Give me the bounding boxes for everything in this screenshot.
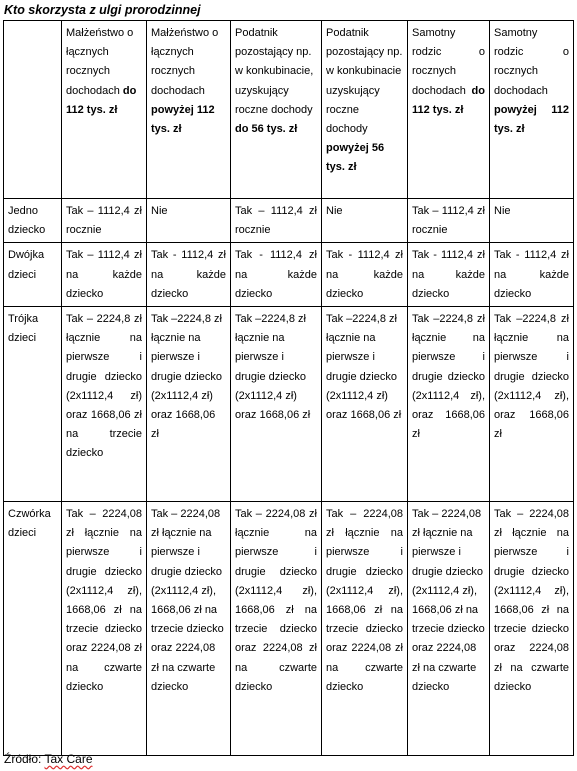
table-cell: Tak – 2224,08 zł łącznie na pierwsze i drugie dziecko (2x1112,4 zł), 1668,06 zł na trzecie dziecko oraz 2224,08 zł na czwarte dziecko — [490, 502, 574, 756]
table-cell: Nie — [322, 199, 408, 243]
table-cell: Tak – 1112,4 zł na każde dziecko — [62, 243, 147, 307]
row-label: Trójka dzieci — [4, 307, 62, 502]
row-label: Dwójka dzieci — [4, 243, 62, 307]
table-cell: Tak – 2224,08 zł łącznie na pierwsze i drugie dziecko (2x1112,4 zł), 1668,06 zł na trzecie dziecko oraz 2224,08 zł na czwarte dziecko — [231, 502, 322, 756]
source-prefix: Źródło: — [4, 752, 45, 766]
row-label: Jedno dziecko — [4, 199, 62, 243]
header-cell: Małżeństwo o łącznych rocznych dochodach do 112 tys. zł — [62, 21, 147, 199]
table-cell: Tak –2224,8 zł łącznie na pierwsze i drugie dziecko (2x1112,4 zł) oraz 1668,06 zł — [322, 307, 408, 502]
table-cell: Tak – 1112,4 zł rocznie — [231, 199, 322, 243]
table-cell: Tak –2224,8 zł łącznie na pierwsze i drugie dziecko (2x1112,4 zł), oraz 1668,06 zł — [408, 307, 490, 502]
table-cell: Tak – 2224,08 zł łącznie na pierwsze i drugie dziecko (2x1112,4 zł), 1668,06 zł na trzecie dziecko oraz 2224,08 zł na czwarte dziecko — [322, 502, 408, 756]
relief-table — [3, 20, 574, 756]
table-cell: Tak – 2224,8 zł łącznie na pierwsze i drugie dziecko (2x1112,4 zł) oraz 1668,06 zł na trzecie dziecko — [62, 307, 147, 502]
table-row — [4, 307, 574, 502]
row-label: Czwórka dzieci — [4, 502, 62, 756]
table-cell: Tak - 1112,4 zł na każde dziecko — [231, 243, 322, 307]
header-cell: Samotny rodzic o rocznych dochodach powyżej 112 tys. zł — [490, 21, 574, 199]
table-cell: Tak – 2224,08 zł łącznie na pierwsze i drugie dziecko (2x1112,4 zł), 1668,06 zł na trzecie dziecko oraz 2224,08 zł na czwarte dziecko — [147, 502, 231, 756]
table-cell: Tak – 1112,4 zł rocznie — [62, 199, 147, 243]
source-name: Tax Care — [44, 752, 93, 766]
table-cell: Tak – 2224,08 zł łącznie na pierwsze i drugie dziecko (2x1112,4 zł), 1668,06 zł na trzecie dziecko oraz 2224,08 zł na czwarte dziecko — [62, 502, 147, 756]
header-cell: Małżeństwo o łącznych rocznych dochodach powyżej 112 tys. zł — [147, 21, 231, 199]
source-note — [4, 750, 93, 768]
table-cell: Tak - 1112,4 zł na każde dziecko — [322, 243, 408, 307]
table-cell: Tak - 1112,4 zł na każde dziecko — [490, 243, 574, 307]
table-cell: Tak - 1112,4 zł na każde dziecko — [147, 243, 231, 307]
table-cell: Tak –2224,8 zł łącznie na pierwsze i drugie dziecko (2x1112,4 zł) oraz 1668,06 zł — [231, 307, 322, 502]
header-cell: Samotny rodzic o rocznych dochodach do 112 tys. zł — [408, 21, 490, 199]
table-row — [4, 243, 574, 307]
header-cell: Podatnik pozostający np. w konkubinacie uzyskujący roczne dochody powyżej 56 tys. zł — [322, 21, 408, 199]
table-header-row — [4, 21, 574, 199]
header-cell-empty — [4, 21, 62, 199]
header-cell: Podatnik pozostający np. w konkubinacie, uzyskujący roczne dochody do 56 tys. zł — [231, 21, 322, 199]
table-cell: Tak –2224,8 zł łącznie na pierwsze i drugie dziecko (2x1112,4 zł) oraz 1668,06 zł — [147, 307, 231, 502]
document-title: Kto skorzysta z ulgi prorodzinnej — [4, 3, 201, 17]
table-cell: Nie — [490, 199, 574, 243]
table-cell: Tak – 2224,08 zł łącznie na pierwsze i drugie dziecko (2x1112,4 zł), 1668,06 zł na trzecie dziecko oraz 2224,08 zł na czwarte dziecko — [408, 502, 490, 756]
table-row — [4, 199, 574, 243]
table-cell: Tak – 1112,4 zł rocznie — [408, 199, 490, 243]
table-row — [4, 502, 574, 756]
table-cell: Nie — [147, 199, 231, 243]
table-cell: Tak –2224,8 zł łącznie na pierwsze i drugie dziecko (2x1112,4 zł), oraz 1668,06 zł — [490, 307, 574, 502]
table-cell: Tak - 1112,4 zł na każde dziecko — [408, 243, 490, 307]
